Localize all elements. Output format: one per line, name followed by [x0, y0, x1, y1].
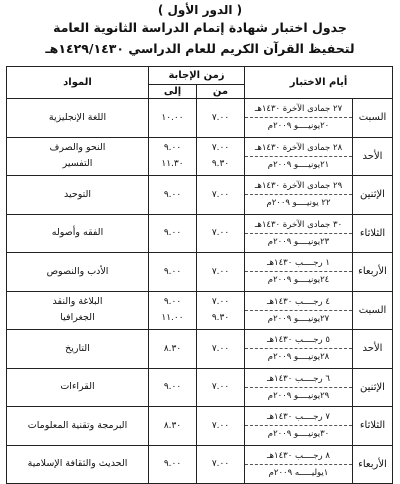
- time-from-2: ٩.٣٠: [211, 313, 230, 324]
- exam-day: الأربعاء: [353, 445, 393, 484]
- table-row: [7, 445, 393, 484]
- hijri-date: ٤ رجــــب ١٤٣٠هـ: [267, 296, 330, 307]
- time-from-1: ٧.٠٠: [211, 143, 230, 154]
- gregorian-date: ٣٠يونيــــو ٢٠٠٩م: [245, 425, 352, 442]
- time-from-1: ٧.٠٠: [211, 459, 230, 470]
- exam-dates: [245, 445, 353, 484]
- gregorian-date: ١يوليـــــه ٢٠٠٩م: [245, 464, 352, 481]
- hijri-date: ٨ رجــــب ١٤٣٠هـ: [267, 450, 330, 461]
- time-to: [149, 214, 197, 253]
- exam-dates: [245, 291, 353, 330]
- time-to-1: ٩.٠٠: [163, 228, 182, 239]
- header-days: أيام الاختبار: [245, 67, 393, 99]
- exam-day: الأربعاء: [353, 253, 393, 292]
- subject-1: الفقه وأصوله: [51, 227, 104, 239]
- subject: [7, 407, 149, 446]
- subject: [7, 214, 149, 253]
- subject-2: التفسير: [62, 158, 93, 170]
- time-from-2: ٩.٣٠: [211, 159, 230, 170]
- header-to: إلى: [149, 85, 197, 99]
- time-from: [197, 445, 245, 484]
- exam-dates: [245, 253, 353, 292]
- subject-1: البلاغة والنقد: [52, 296, 103, 308]
- table-row: [7, 330, 393, 369]
- exam-day: الثلاثاء: [353, 214, 393, 253]
- subject-1: التوحيد: [63, 188, 92, 200]
- exam-day: الإثنين: [353, 176, 393, 215]
- subject-1: النحو والصرف: [49, 142, 106, 154]
- time-from-1: ٧.٠٠: [211, 343, 230, 354]
- table-row: [7, 99, 393, 138]
- schedule-subtitle: لتحفيظ القرآن الكريم للعام الدراسي ١٤٢٩/١٤٣٠هـ: [45, 41, 355, 56]
- subject-1: التاريخ: [65, 342, 90, 354]
- time-from-1: ٧.٠٠: [211, 189, 230, 200]
- time-from-1: ٧.٠٠: [211, 266, 230, 277]
- schedule-rows: [7, 99, 393, 484]
- header-from: من: [197, 85, 245, 99]
- exam-day: السبت: [353, 291, 393, 330]
- exam-dates: [245, 407, 353, 446]
- hijri-date: ٦ رجــــب ١٤٣٠هـ: [267, 373, 330, 384]
- time-to: [149, 253, 197, 292]
- gregorian-date: ٢٩يونيــــو ٢٠٠٩م: [245, 387, 352, 404]
- exam-dates: [245, 214, 353, 253]
- round-label: ( الدور الأول ): [157, 3, 243, 17]
- time-from: [197, 368, 245, 407]
- time-from-1: ٧.٠٠: [211, 382, 230, 393]
- table-row: [7, 137, 393, 176]
- exam-dates: [245, 137, 353, 176]
- subject-1: البرمجة وتقنية المعلومات: [27, 419, 128, 431]
- time-from: [197, 291, 245, 330]
- subject-1: الأدب والنصوص: [46, 265, 109, 277]
- hijri-date: ٣٠ جمادى الآخرة ١٤٣٠هـ: [254, 219, 343, 230]
- time-to: [149, 137, 197, 176]
- table-row: [7, 291, 393, 330]
- time-to: [149, 291, 197, 330]
- time-to-2: ١١.٠٠: [161, 313, 184, 324]
- exam-dates: [245, 330, 353, 369]
- time-to-1: ٨.٣٠: [163, 343, 182, 354]
- table-row: [7, 214, 393, 253]
- exam-day: الثلاثاء: [353, 407, 393, 446]
- subject-1: الحديث والثقافة الإسلامية: [27, 458, 128, 470]
- time-from-1: ٧.٠٠: [211, 420, 230, 431]
- subject: [7, 291, 149, 330]
- hijri-date: ١ رجــــب ١٤٣٠هـ: [267, 258, 330, 269]
- table-row: [7, 407, 393, 446]
- time-from: [197, 214, 245, 253]
- table-row: [7, 368, 393, 407]
- time-to: [149, 445, 197, 484]
- time-to: [149, 407, 197, 446]
- subject: [7, 99, 149, 138]
- gregorian-date: ٢١يونيــــو ٢٠٠٩م: [245, 156, 352, 173]
- time-to: [149, 176, 197, 215]
- gregorian-date: ٢٧يونيــــو ٢٠٠٩م: [245, 310, 352, 327]
- header-answer-time: زمن الإجابة: [149, 67, 245, 85]
- time-from: [197, 176, 245, 215]
- exam-dates: [245, 176, 353, 215]
- time-to-2: ١١.٣٠: [161, 159, 184, 170]
- header-subjects: المواد: [7, 67, 149, 99]
- exam-dates: [245, 99, 353, 138]
- time-to-1: ٩.٠٠: [163, 297, 182, 308]
- exam-day: الأحد: [353, 330, 393, 369]
- subject-2: الجغرافيا: [60, 312, 95, 324]
- time-to-1: ٩.٠٠: [163, 266, 182, 277]
- time-to-1: ١٠.٠٠: [161, 112, 184, 123]
- subject-1: القراءات: [60, 381, 95, 393]
- time-to-1: ٩.٠٠: [163, 382, 182, 393]
- table-row: [7, 176, 393, 215]
- gregorian-date: ٢٣يونيــــو ٢٠٠٩م: [245, 233, 352, 250]
- time-from-1: ٧.٠٠: [211, 297, 230, 308]
- subject-1: اللغة الإنجليزية: [48, 111, 107, 123]
- time-to: [149, 368, 197, 407]
- subject: [7, 176, 149, 215]
- time-from: [197, 99, 245, 138]
- time-to-1: ٩.٠٠: [163, 459, 182, 470]
- gregorian-date: ٢٤يونيــــو ٢٠٠٩م: [245, 271, 352, 288]
- time-from-1: ٧.٠٠: [211, 112, 230, 123]
- exam-day: السبت: [353, 99, 393, 138]
- time-from: [197, 330, 245, 369]
- hijri-date: ٢٩ جمادى الآخرة ١٤٣٠هـ: [254, 181, 343, 192]
- exam-schedule-table: [6, 66, 393, 484]
- hijri-date: ٥ رجــــب ١٤٣٠هـ: [267, 335, 330, 346]
- exam-day: الأحد: [353, 137, 393, 176]
- time-to-1: ٩.٠٠: [163, 189, 182, 200]
- hijri-date: ٧ رجــــب ١٤٣٠هـ: [267, 412, 330, 423]
- gregorian-date: ٢٢ يونيــــو ٢٠٠٩م: [245, 194, 352, 211]
- time-to-1: ٨.٣٠: [163, 420, 182, 431]
- table-row: [7, 253, 393, 292]
- hijri-date: ٢٧ جمادى الآخرة ١٤٣٠هـ: [254, 104, 343, 115]
- subject: [7, 445, 149, 484]
- time-to-1: ٩.٠٠: [163, 143, 182, 154]
- gregorian-date: ٢٨يونيــــو ٢٠٠٩م: [245, 348, 352, 365]
- subject: [7, 330, 149, 369]
- gregorian-date: ٢٠يونيــــو ٢٠٠٩م: [245, 117, 352, 134]
- time-from: [197, 253, 245, 292]
- exam-day: الإثنين: [353, 368, 393, 407]
- time-from: [197, 407, 245, 446]
- time-to: [149, 99, 197, 138]
- time-from-1: ٧.٠٠: [211, 228, 230, 239]
- schedule-title: جدول اختبار شهادة إتمام الدراسة الثانوية العامة: [53, 20, 347, 35]
- exam-dates: [245, 368, 353, 407]
- subject: [7, 368, 149, 407]
- subject: [7, 137, 149, 176]
- hijri-date: ٢٨ جمادى الآخرة ١٤٣٠هـ: [254, 142, 343, 153]
- subject: [7, 253, 149, 292]
- time-to: [149, 330, 197, 369]
- time-from: [197, 137, 245, 176]
